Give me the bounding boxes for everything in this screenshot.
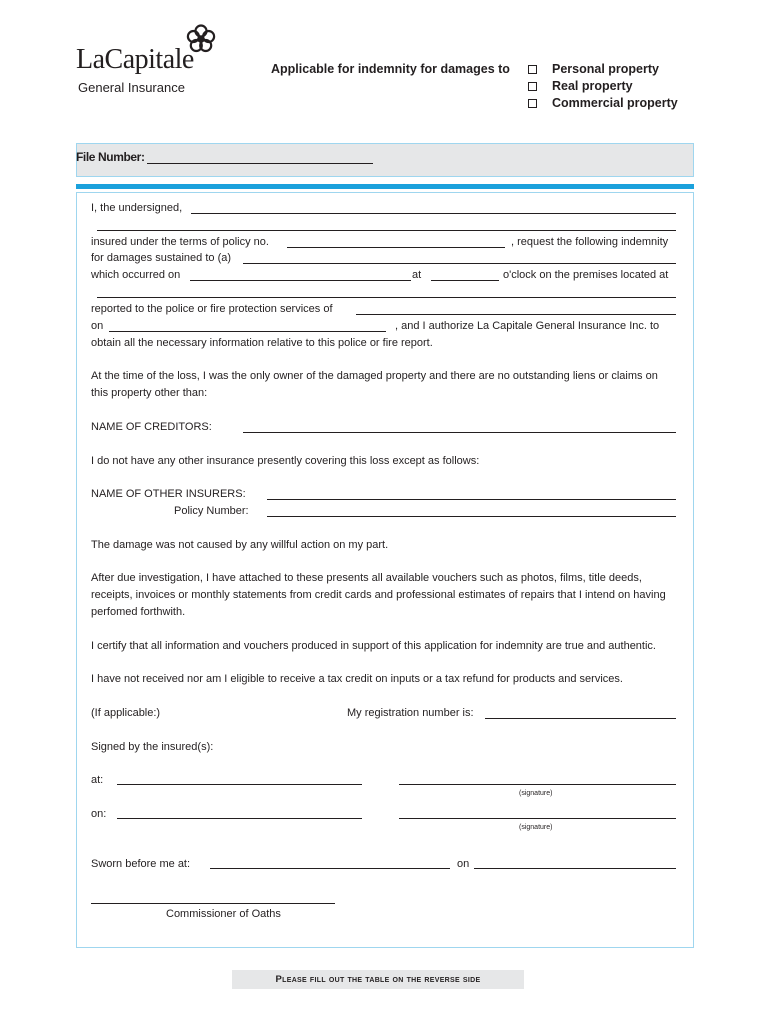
signed-by-label: Signed by the insured(s):	[91, 741, 214, 753]
request-label: , request the following indemnity	[511, 236, 669, 248]
damages-sustained-label: for damages sustained to (a)	[91, 252, 232, 264]
sworn-date-line[interactable]	[474, 868, 676, 869]
divider-bar	[76, 184, 694, 189]
at-label: at	[412, 269, 422, 281]
premises-line[interactable]	[97, 297, 676, 298]
oclock-label: o'clock on the premises located at	[503, 269, 669, 281]
reported-label: reported to the police or fire protection services of	[91, 303, 333, 315]
commissioner-signature-line[interactable]	[91, 903, 335, 904]
registration-line[interactable]	[485, 718, 676, 719]
policy-number-label: Policy Number:	[174, 505, 249, 517]
occurred-date-line[interactable]	[190, 280, 411, 281]
investigation-text-3: perfomed forthwith.	[91, 606, 186, 618]
police-line[interactable]	[356, 314, 676, 315]
other-insurers-label: NAME OF OTHER INSURERS:	[91, 488, 246, 500]
commissioner-label: Commissioner of Oaths	[166, 908, 281, 920]
flower-logo-icon	[186, 24, 216, 54]
sworn-on-label: on	[457, 858, 470, 870]
signed-on-line[interactable]	[117, 818, 362, 819]
if-applicable-label: (If applicable:)	[91, 707, 161, 719]
undersigned-line-2[interactable]	[97, 230, 676, 231]
time-line[interactable]	[431, 280, 499, 281]
owner-text-2: this property other than:	[91, 387, 208, 399]
registration-label: My registration number is:	[347, 707, 474, 719]
logo-subtitle: General Insurance	[78, 80, 185, 95]
report-date-line[interactable]	[109, 331, 386, 332]
creditors-line[interactable]	[243, 432, 676, 433]
owner-text-1: At the time of the loss, I was the only owner of the damaged property and there are no outstanding liens or claims on	[91, 370, 658, 382]
undersigned-label: I, the undersigned,	[91, 202, 183, 214]
file-number-label: File Number:	[76, 150, 145, 164]
option-personal-property[interactable]	[528, 62, 659, 76]
option-commercial-property[interactable]	[528, 96, 678, 110]
signed-on-label: on:	[91, 808, 107, 820]
footer-note: Please fill out the table on the reverse side	[275, 974, 481, 985]
option-label: Personal property	[552, 62, 659, 76]
checkbox[interactable]	[528, 82, 537, 91]
tax-credit-text: I have not received nor am I eligible to receive a tax credit on inputs or a tax refund for products and services.	[91, 673, 623, 685]
certify-text: I certify that all information and vouchers produced in support of this application for indemnity are true and authentic.	[91, 640, 656, 652]
insured-terms-label: insured under the terms of policy no.	[91, 236, 269, 248]
other-insurers-line[interactable]	[267, 499, 676, 500]
signature-caption-2: (signature)	[519, 824, 553, 831]
checkbox[interactable]	[528, 65, 537, 74]
on-label: on	[91, 320, 104, 332]
obtain-text: obtain all the necessary information relative to this police or fire report.	[91, 337, 433, 349]
undersigned-line[interactable]	[191, 213, 676, 214]
no-other-insurance-text: I do not have any other insurance presently covering this loss except as follows:	[91, 455, 480, 467]
sworn-label: Sworn before me at:	[91, 858, 191, 870]
signed-at-label: at:	[91, 774, 104, 786]
file-number-line[interactable]	[147, 151, 373, 164]
signature-caption-1: (signature)	[519, 790, 553, 797]
occurred-on-label: which occurred on	[91, 269, 181, 281]
other-policy-number-line[interactable]	[267, 516, 676, 517]
investigation-text-2: receipts, invoices or monthly statements from credit cards and professional estimates of repairs that I intend on having	[91, 589, 666, 601]
authorize-label: , and I authorize La Capitale General Insurance Inc. to	[395, 320, 660, 332]
signature-line-2[interactable]	[399, 818, 676, 819]
applicable-label: Applicable for indemnity for damages to	[271, 62, 510, 76]
investigation-text-1: After due investigation, I have attached to these presents all available vouchers such as photos, films, title deeds,	[91, 572, 642, 584]
option-label: Commercial property	[552, 96, 678, 110]
signed-at-line[interactable]	[117, 784, 362, 785]
logo-wordmark: LaCapitale	[76, 44, 194, 75]
option-label: Real property	[552, 79, 633, 93]
damages-line[interactable]	[243, 263, 676, 264]
sworn-place-line[interactable]	[210, 868, 450, 869]
no-willful-text: The damage was not caused by any willful action on my part.	[91, 539, 389, 551]
policy-number-line[interactable]	[287, 247, 505, 248]
checkbox[interactable]	[528, 99, 537, 108]
creditors-label: NAME OF CREDITORS:	[91, 421, 212, 433]
option-real-property[interactable]	[528, 79, 633, 93]
file-number-field[interactable]	[76, 150, 373, 164]
signature-line-1[interactable]	[399, 784, 676, 785]
